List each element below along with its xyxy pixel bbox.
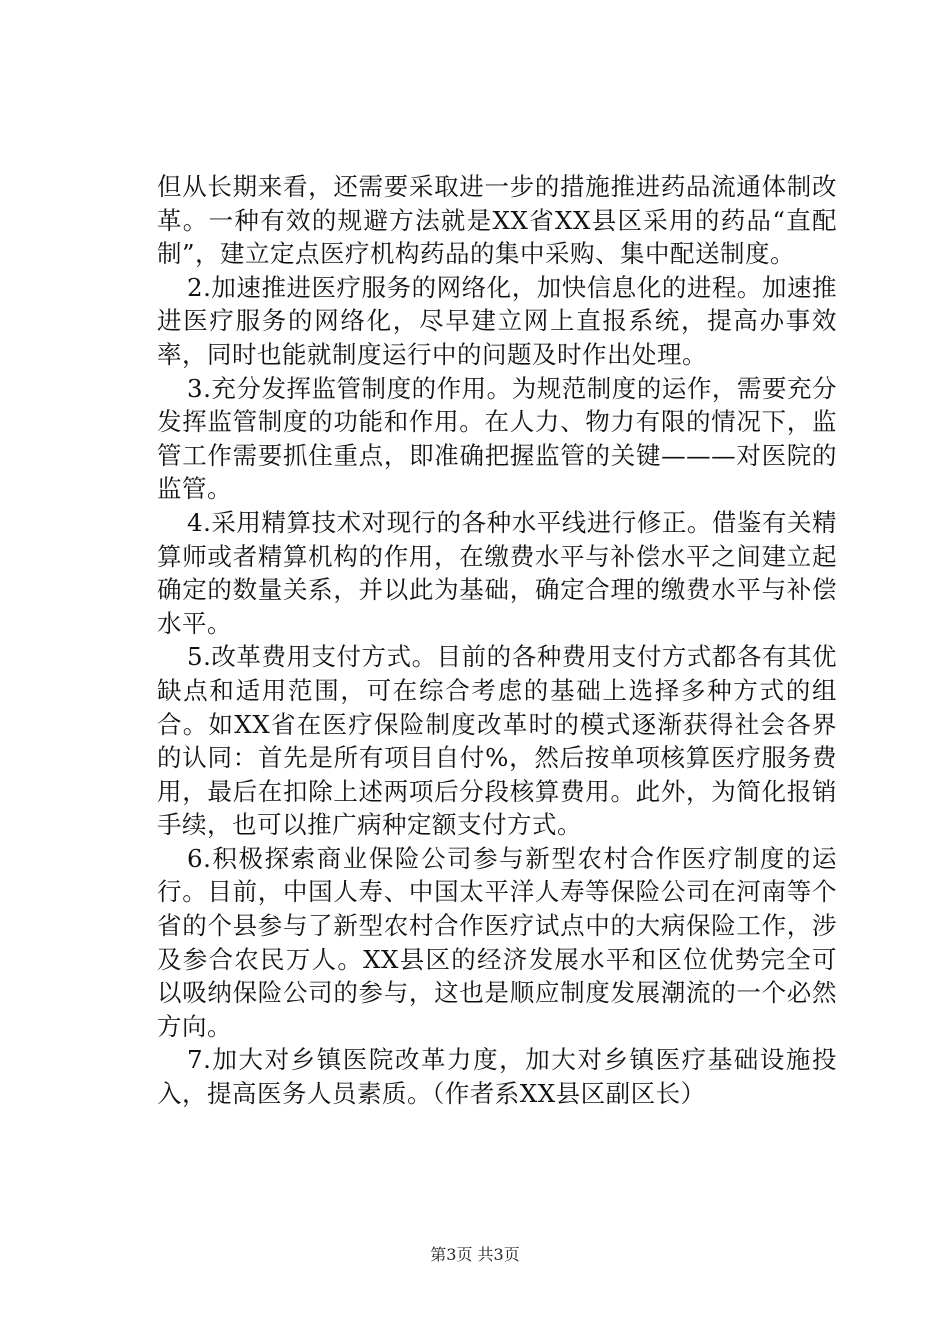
document-body — [157, 170, 837, 1111]
paragraph-item-6: 6.积极探索商业保险公司参与新型农村合作医疗制度的运行。目前，中国人寿、中国太平洋人寿等保险公司在河南等个省的个县参与了新型农村合作医疗试点中的大病保险工作，涉及参合农民万人。XX县区的经济发展水平和区位优势完全可以吸纳保险公司的参与，这也是顺应制度发展潮流的一个必然方向。 — [157, 843, 837, 1041]
page-number-footer: 第3页 共3页 — [430, 1245, 520, 1264]
paragraph-item-5: 5.改革费用支付方式。目前的各种费用支付方式都各有其优缺点和适用范围，可在综合考虑的基础上选择多种方式的组合。如XX省在医疗保险制度改革时的模式逐渐获得社会各界的认同：首先是所有项目自付%，然后按单项核算医疗服务费用，最后在扣除上述两项后分段核算费用。此外，为简化报销手续，也可以推广病种定额支付方式。 — [157, 642, 837, 840]
paragraph-item-2: 2.加速推进医疗服务的网络化，加快信息化的进程。加速推进医疗服务的网络化，尽早建立网上直报系统，提高办事效率，同时也能就制度运行中的问题及时作出处理。 — [157, 272, 837, 369]
paragraph-item-4: 4.采用精算技术对现行的各种水平线进行修正。借鉴有关精算师或者精算机构的作用，在缴费水平与补偿水平之间建立起确定的数量关系，并以此为基础，确定合理的缴费水平与补偿水平。 — [157, 507, 837, 638]
paragraph-item-7: 7.加大对乡镇医院改革力度，加大对乡镇医疗基础设施投入，提高医务人员素质。（作者系XX县区副区长） — [157, 1045, 837, 1109]
paragraph-continuation: 但从长期来看，还需要采取进一步的措施推进药品流通体制改革。一种有效的规避方法就是XX省XX县区采用的药品“直配制”，建立定点医疗机构药品的集中采购、集中配送制度。 — [157, 172, 837, 269]
paragraph-item-3: 3.充分发挥监管制度的作用。为规范制度的运作，需要充分发挥监管制度的功能和作用。在人力、物力有限的情况下，监管工作需要抓住重点，即准确把握监管的关键———对医院的监管。 — [157, 373, 837, 504]
